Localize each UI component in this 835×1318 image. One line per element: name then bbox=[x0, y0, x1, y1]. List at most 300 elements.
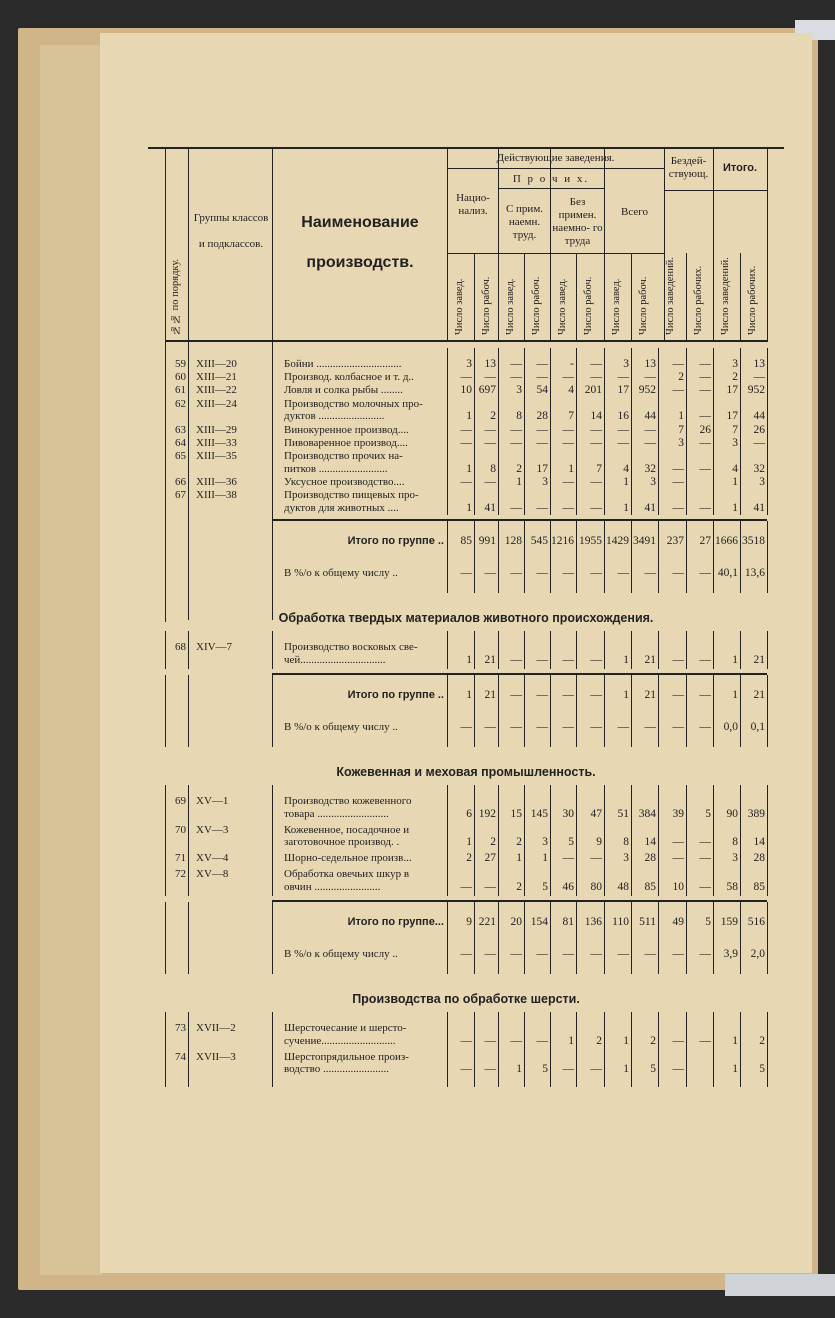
table-cell: 3 bbox=[650, 475, 656, 488]
percent-label: В %/о к общему числу .. bbox=[284, 721, 398, 734]
column-line bbox=[631, 707, 632, 747]
column-line bbox=[474, 253, 475, 341]
table-cell: 1 bbox=[568, 462, 574, 475]
table-cell: 2 bbox=[732, 371, 738, 384]
row-name: Шерстопрядильное произ- bbox=[284, 1050, 409, 1063]
column-line bbox=[631, 902, 632, 934]
table-cell: 952 bbox=[747, 384, 765, 397]
column-line bbox=[767, 675, 768, 707]
column-line bbox=[524, 631, 525, 669]
column-line bbox=[498, 1012, 499, 1079]
column-line bbox=[498, 902, 499, 934]
total-cell: 9 bbox=[466, 916, 472, 929]
header-idle: Бездей- ствующ. bbox=[668, 155, 709, 180]
percent-cell: 3,9 bbox=[723, 948, 738, 961]
percent-cell: — bbox=[510, 566, 522, 579]
percent-cell: 40,1 bbox=[717, 566, 738, 579]
total-cell: 1666 bbox=[715, 534, 738, 547]
row-number: 59 bbox=[175, 358, 186, 370]
column-line bbox=[604, 707, 605, 747]
table-cell: — bbox=[672, 475, 684, 488]
column-line bbox=[474, 785, 475, 896]
column-line bbox=[447, 631, 448, 669]
column-line bbox=[713, 348, 714, 515]
percent-cell: 0,0 bbox=[723, 721, 738, 734]
percent-cell: — bbox=[536, 948, 548, 961]
table-cell: — bbox=[536, 358, 548, 370]
row-name: Производ. колбасное и т. д.. bbox=[284, 371, 414, 384]
column-line bbox=[188, 902, 189, 934]
table-cell: — bbox=[460, 1034, 472, 1047]
table-cell: — bbox=[699, 1034, 711, 1047]
column-line bbox=[631, 1079, 632, 1087]
column-line bbox=[474, 902, 475, 934]
table-cell: 1 bbox=[623, 653, 629, 666]
row-name: Шерсточесание и шерсто- bbox=[284, 1022, 407, 1035]
table-cell: — bbox=[590, 371, 602, 384]
table-cell: 1 bbox=[732, 501, 738, 514]
row-group-code: XV—4 bbox=[196, 852, 229, 865]
total-cell: 21 bbox=[644, 689, 656, 702]
column-line bbox=[165, 553, 166, 593]
table-cell: 51 bbox=[617, 808, 629, 820]
row-name: сучение........................... bbox=[284, 1034, 396, 1047]
column-line bbox=[713, 553, 714, 593]
column-line bbox=[740, 253, 741, 341]
column-line bbox=[474, 1079, 475, 1087]
column-line bbox=[447, 348, 448, 515]
table-cell: 13 bbox=[644, 358, 656, 370]
row-group-code: XIII—29 bbox=[196, 423, 237, 436]
table-cell: 1 bbox=[542, 852, 548, 865]
table-cell: 17 bbox=[617, 384, 629, 397]
row-name: Уксусное производство.... bbox=[284, 475, 405, 488]
column-line bbox=[686, 675, 687, 707]
column-line bbox=[188, 1079, 189, 1087]
column-line bbox=[767, 902, 768, 934]
column-line bbox=[740, 675, 741, 707]
total-cell: 221 bbox=[478, 916, 496, 929]
column-line bbox=[165, 675, 166, 707]
column-line bbox=[550, 631, 551, 669]
column-line bbox=[524, 934, 525, 974]
table-cell: — bbox=[460, 1063, 472, 1076]
row-number: 68 bbox=[175, 640, 186, 653]
column-line bbox=[474, 707, 475, 747]
column-line bbox=[474, 934, 475, 974]
table-cell: — bbox=[617, 371, 629, 384]
row-number: 63 bbox=[175, 423, 186, 436]
table-cell: 39 bbox=[672, 808, 684, 820]
row-number: 74 bbox=[175, 1050, 186, 1063]
table-cell: — bbox=[536, 653, 548, 666]
column-line bbox=[740, 707, 741, 747]
table-cell: — bbox=[536, 1034, 548, 1047]
column-line bbox=[474, 553, 475, 593]
column-line bbox=[524, 1079, 525, 1087]
table-cell: 26 bbox=[753, 423, 765, 436]
table-cell: 7 bbox=[568, 410, 574, 423]
itogo-label: Итого по группе .. bbox=[347, 534, 444, 547]
table-cell: 5 bbox=[759, 1063, 765, 1076]
percent-cell: — bbox=[536, 566, 548, 579]
column-line bbox=[713, 1012, 714, 1079]
row-name: питков ......................... bbox=[284, 462, 388, 475]
table-cell: — bbox=[699, 410, 711, 423]
column-line bbox=[740, 631, 741, 669]
column-line bbox=[188, 785, 189, 896]
column-line bbox=[188, 348, 189, 515]
column-line bbox=[740, 902, 741, 934]
table-cell: 1 bbox=[732, 653, 738, 666]
column-line bbox=[498, 785, 499, 896]
table-cell: 1 bbox=[678, 410, 684, 423]
table-cell: 8 bbox=[516, 410, 522, 423]
total-cell: 3491 bbox=[633, 534, 656, 547]
table-cell: — bbox=[672, 1063, 684, 1076]
table-cell: 1 bbox=[732, 475, 738, 488]
table-cell: 58 bbox=[726, 880, 738, 893]
percent-cell: — bbox=[590, 721, 602, 734]
column-line bbox=[576, 631, 577, 669]
header-without-hired: Без примен. наемно- го труда bbox=[552, 196, 603, 247]
table-cell: — bbox=[699, 653, 711, 666]
header-sub-column: Число завед. bbox=[505, 278, 516, 335]
column-line bbox=[498, 1079, 499, 1087]
header-name-1: Наименование bbox=[301, 214, 419, 231]
total-cell: 3518 bbox=[742, 534, 765, 547]
column-line bbox=[713, 902, 714, 934]
table-cell: — bbox=[460, 880, 472, 893]
percent-cell: — bbox=[562, 721, 574, 734]
table-cell: — bbox=[536, 501, 548, 514]
column-line bbox=[658, 1012, 659, 1079]
row-number: 71 bbox=[175, 852, 186, 865]
table-cell: 3 bbox=[623, 358, 629, 370]
percent-cell: 2,0 bbox=[750, 948, 765, 961]
row-group-code: XIV—7 bbox=[196, 640, 233, 653]
column-line bbox=[524, 348, 525, 515]
column-line bbox=[165, 1012, 166, 1079]
table-cell: — bbox=[536, 423, 548, 436]
column-line bbox=[165, 902, 166, 934]
rule-line bbox=[447, 168, 664, 169]
table-cell: 1 bbox=[732, 1034, 738, 1047]
column-line bbox=[686, 253, 687, 341]
table-cell: 17 bbox=[726, 384, 738, 397]
column-line bbox=[272, 934, 273, 974]
table-cell: 1 bbox=[568, 1034, 574, 1047]
section-title: Кожевенная и меховая промышленность. bbox=[336, 765, 596, 780]
table-cell: — bbox=[590, 1063, 602, 1076]
table-cell: — bbox=[672, 358, 684, 370]
header-sub-column: Число завед. bbox=[611, 278, 622, 335]
column-line bbox=[188, 1012, 189, 1079]
header-sub-column: Число завед. bbox=[454, 278, 465, 335]
column-line bbox=[767, 785, 768, 896]
table-cell: 5 bbox=[650, 1063, 656, 1076]
rule-line bbox=[272, 900, 767, 902]
table-cell: 28 bbox=[644, 852, 656, 865]
header-with-hired: С прим. наемн. труд. bbox=[505, 203, 544, 241]
header-sub-column: Число завед. bbox=[557, 278, 568, 335]
table-cell: 14 bbox=[590, 410, 602, 423]
column-line bbox=[272, 707, 273, 747]
rule-line bbox=[664, 190, 767, 191]
row-name: Винокуренное производ.... bbox=[284, 423, 409, 436]
table-cell: — bbox=[590, 501, 602, 514]
column-line bbox=[550, 1012, 551, 1079]
table-cell: — bbox=[644, 371, 656, 384]
table-cell: 47 bbox=[590, 808, 602, 820]
table-cell: 21 bbox=[484, 653, 496, 666]
table-cell: — bbox=[562, 852, 574, 865]
table-cell: — bbox=[644, 423, 656, 436]
column-line bbox=[188, 675, 189, 707]
column-line bbox=[604, 521, 605, 553]
column-line bbox=[272, 785, 273, 896]
total-cell: — bbox=[590, 689, 602, 702]
table-cell: 6 bbox=[466, 808, 472, 820]
row-group-code: XIII—24 bbox=[196, 397, 237, 410]
column-line bbox=[165, 707, 166, 747]
row-number: 61 bbox=[175, 384, 186, 397]
column-line bbox=[576, 934, 577, 974]
header-other: П р о ч и х. bbox=[512, 173, 590, 185]
table-cell: 3 bbox=[759, 475, 765, 488]
table-cell: 13 bbox=[484, 358, 496, 370]
percent-cell: — bbox=[484, 948, 496, 961]
table-cell: 5 bbox=[568, 836, 574, 849]
row-group-code: XV—8 bbox=[196, 867, 229, 880]
percent-cell: — bbox=[644, 721, 656, 734]
column-line bbox=[686, 521, 687, 553]
table-cell: 3 bbox=[732, 358, 738, 370]
column-line bbox=[447, 675, 448, 707]
table-cell: 2 bbox=[759, 1034, 765, 1047]
column-line bbox=[550, 348, 551, 515]
table-cell: 1 bbox=[732, 1063, 738, 1076]
table-cell: — bbox=[460, 436, 472, 449]
column-line bbox=[524, 902, 525, 934]
column-line bbox=[686, 1012, 687, 1079]
table-cell: — bbox=[562, 475, 574, 488]
table-cell: 2 bbox=[490, 836, 496, 849]
table-cell: 1 bbox=[516, 475, 522, 488]
table-cell: 1 bbox=[466, 462, 472, 475]
column-line bbox=[188, 521, 189, 553]
column-line bbox=[604, 1079, 605, 1087]
column-line bbox=[165, 934, 166, 974]
table-cell: 48 bbox=[617, 880, 629, 893]
itogo-label: Итого по группе... bbox=[347, 916, 444, 929]
table-cell: 32 bbox=[644, 462, 656, 475]
row-name: водство ........................ bbox=[284, 1063, 389, 1076]
total-cell: 545 bbox=[530, 534, 548, 547]
column-line bbox=[550, 675, 551, 707]
percent-cell: — bbox=[699, 948, 711, 961]
column-line bbox=[498, 553, 499, 593]
row-name: Бойни ............................... bbox=[284, 358, 402, 370]
total-cell: 21 bbox=[753, 689, 765, 702]
column-line bbox=[188, 631, 189, 669]
table-cell: 2 bbox=[650, 1034, 656, 1047]
column-line bbox=[524, 521, 525, 553]
table-cell: — bbox=[753, 436, 765, 449]
percent-cell: — bbox=[699, 566, 711, 579]
column-line bbox=[658, 707, 659, 747]
column-line bbox=[713, 631, 714, 669]
row-group-code: XIII—36 bbox=[196, 475, 237, 488]
table-cell: 41 bbox=[484, 501, 496, 514]
table-cell: — bbox=[562, 653, 574, 666]
table-cell: — bbox=[617, 423, 629, 436]
table-cell: 16 bbox=[617, 410, 629, 423]
header-total-active: Всего bbox=[621, 206, 648, 218]
column-line bbox=[631, 348, 632, 515]
total-cell: 1 bbox=[623, 689, 629, 702]
table-cell: 2 bbox=[490, 410, 496, 423]
table-cell: 54 bbox=[536, 384, 548, 397]
percent-cell: — bbox=[460, 566, 472, 579]
column-line bbox=[447, 934, 448, 974]
table-cell: 952 bbox=[638, 384, 656, 397]
table-cell: 90 bbox=[726, 808, 738, 820]
spine-margin bbox=[40, 45, 102, 1275]
percent-cell: — bbox=[484, 566, 496, 579]
table-cell: 80 bbox=[590, 880, 602, 893]
column-line bbox=[740, 1012, 741, 1079]
rule-line bbox=[148, 147, 784, 149]
column-line bbox=[658, 521, 659, 553]
header-active: Действующие заведения. bbox=[496, 152, 615, 164]
table-cell: — bbox=[562, 436, 574, 449]
column-line bbox=[272, 553, 273, 593]
column-line bbox=[524, 253, 525, 341]
percent-cell: — bbox=[460, 948, 472, 961]
table-cell: 2 bbox=[516, 836, 522, 849]
column-line bbox=[631, 253, 632, 341]
row-group-code: XIII—20 bbox=[196, 358, 237, 370]
table-cell: 28 bbox=[536, 410, 548, 423]
header-number: №№ по порядку. bbox=[170, 258, 181, 335]
row-name: Производство прочих на- bbox=[284, 449, 403, 462]
table-cell: — bbox=[484, 436, 496, 449]
column-line bbox=[686, 1079, 687, 1087]
column-line bbox=[576, 707, 577, 747]
column-line bbox=[604, 675, 605, 707]
column-line bbox=[740, 521, 741, 553]
column-line bbox=[604, 631, 605, 669]
row-group-code: XVII—2 bbox=[196, 1022, 236, 1035]
column-line bbox=[188, 553, 189, 593]
table-cell: 3 bbox=[542, 475, 548, 488]
column-line bbox=[447, 147, 448, 341]
total-cell: 128 bbox=[504, 534, 522, 547]
percent-cell: — bbox=[644, 948, 656, 961]
column-line bbox=[686, 934, 687, 974]
table-cell: — bbox=[644, 436, 656, 449]
column-line bbox=[658, 1079, 659, 1087]
column-line bbox=[686, 348, 687, 515]
table-cell: — bbox=[510, 371, 522, 384]
row-name: Обработка овечьих шкур в bbox=[284, 867, 410, 880]
column-line bbox=[740, 348, 741, 515]
table-cell: 384 bbox=[638, 808, 656, 820]
column-line bbox=[767, 553, 768, 593]
percent-cell: — bbox=[510, 721, 522, 734]
table-cell: — bbox=[672, 384, 684, 397]
percent-cell: — bbox=[510, 948, 522, 961]
total-cell: 110 bbox=[612, 916, 629, 929]
row-number: 73 bbox=[175, 1022, 186, 1035]
table-cell: 17 bbox=[536, 462, 548, 475]
table-cell: — bbox=[484, 1034, 496, 1047]
total-cell: 516 bbox=[747, 916, 765, 929]
table-cell: — bbox=[699, 880, 711, 893]
total-cell: 81 bbox=[562, 916, 574, 929]
column-line bbox=[740, 934, 741, 974]
table-cell: — bbox=[590, 653, 602, 666]
table-cell: — bbox=[699, 501, 711, 514]
itogo-label: Итого по группе .. bbox=[347, 689, 444, 702]
tape-bottom bbox=[725, 1274, 835, 1296]
table-cell: 32 bbox=[753, 462, 765, 475]
column-line bbox=[550, 553, 551, 593]
table-cell: — bbox=[699, 371, 711, 384]
row-name: Производство пищевых про- bbox=[284, 489, 419, 501]
header-sub-column: Число рабоч. bbox=[583, 276, 594, 335]
total-cell: 1 bbox=[466, 689, 472, 702]
column-line bbox=[165, 348, 166, 515]
table-cell: 15 bbox=[510, 808, 522, 820]
table-cell: — bbox=[484, 880, 496, 893]
total-cell: 27 bbox=[699, 534, 711, 547]
row-number: 66 bbox=[175, 475, 186, 488]
column-line bbox=[524, 785, 525, 896]
row-group-code: XIII—22 bbox=[196, 384, 237, 397]
table-cell: 3 bbox=[623, 852, 629, 865]
column-line bbox=[740, 785, 741, 896]
header-sub-column: Число рабоч. bbox=[638, 276, 649, 335]
column-line bbox=[498, 521, 499, 553]
column-line bbox=[631, 934, 632, 974]
column-line bbox=[631, 631, 632, 669]
percent-label: В %/о к общему числу .. bbox=[284, 566, 398, 579]
column-line bbox=[524, 1012, 525, 1079]
table-cell: — bbox=[510, 436, 522, 449]
table-cell: — bbox=[562, 371, 574, 384]
table-cell: — bbox=[484, 423, 496, 436]
percent-cell: — bbox=[590, 566, 602, 579]
table-cell: — bbox=[484, 1063, 496, 1076]
table-cell: — bbox=[510, 653, 522, 666]
table-cell: 4 bbox=[568, 384, 574, 397]
total-cell: 1429 bbox=[606, 534, 629, 547]
percent-cell: — bbox=[562, 948, 574, 961]
row-group-code: XIII—35 bbox=[196, 449, 237, 462]
column-line bbox=[658, 934, 659, 974]
table-cell: 3 bbox=[678, 436, 684, 449]
rule-line bbox=[272, 519, 767, 521]
percent-cell: — bbox=[460, 721, 472, 734]
row-name: Производство восковых све- bbox=[284, 640, 418, 653]
total-cell: — bbox=[536, 689, 548, 702]
column-line bbox=[498, 934, 499, 974]
column-line bbox=[447, 1012, 448, 1079]
column-line bbox=[576, 553, 577, 593]
table-cell: 17 bbox=[726, 410, 738, 423]
